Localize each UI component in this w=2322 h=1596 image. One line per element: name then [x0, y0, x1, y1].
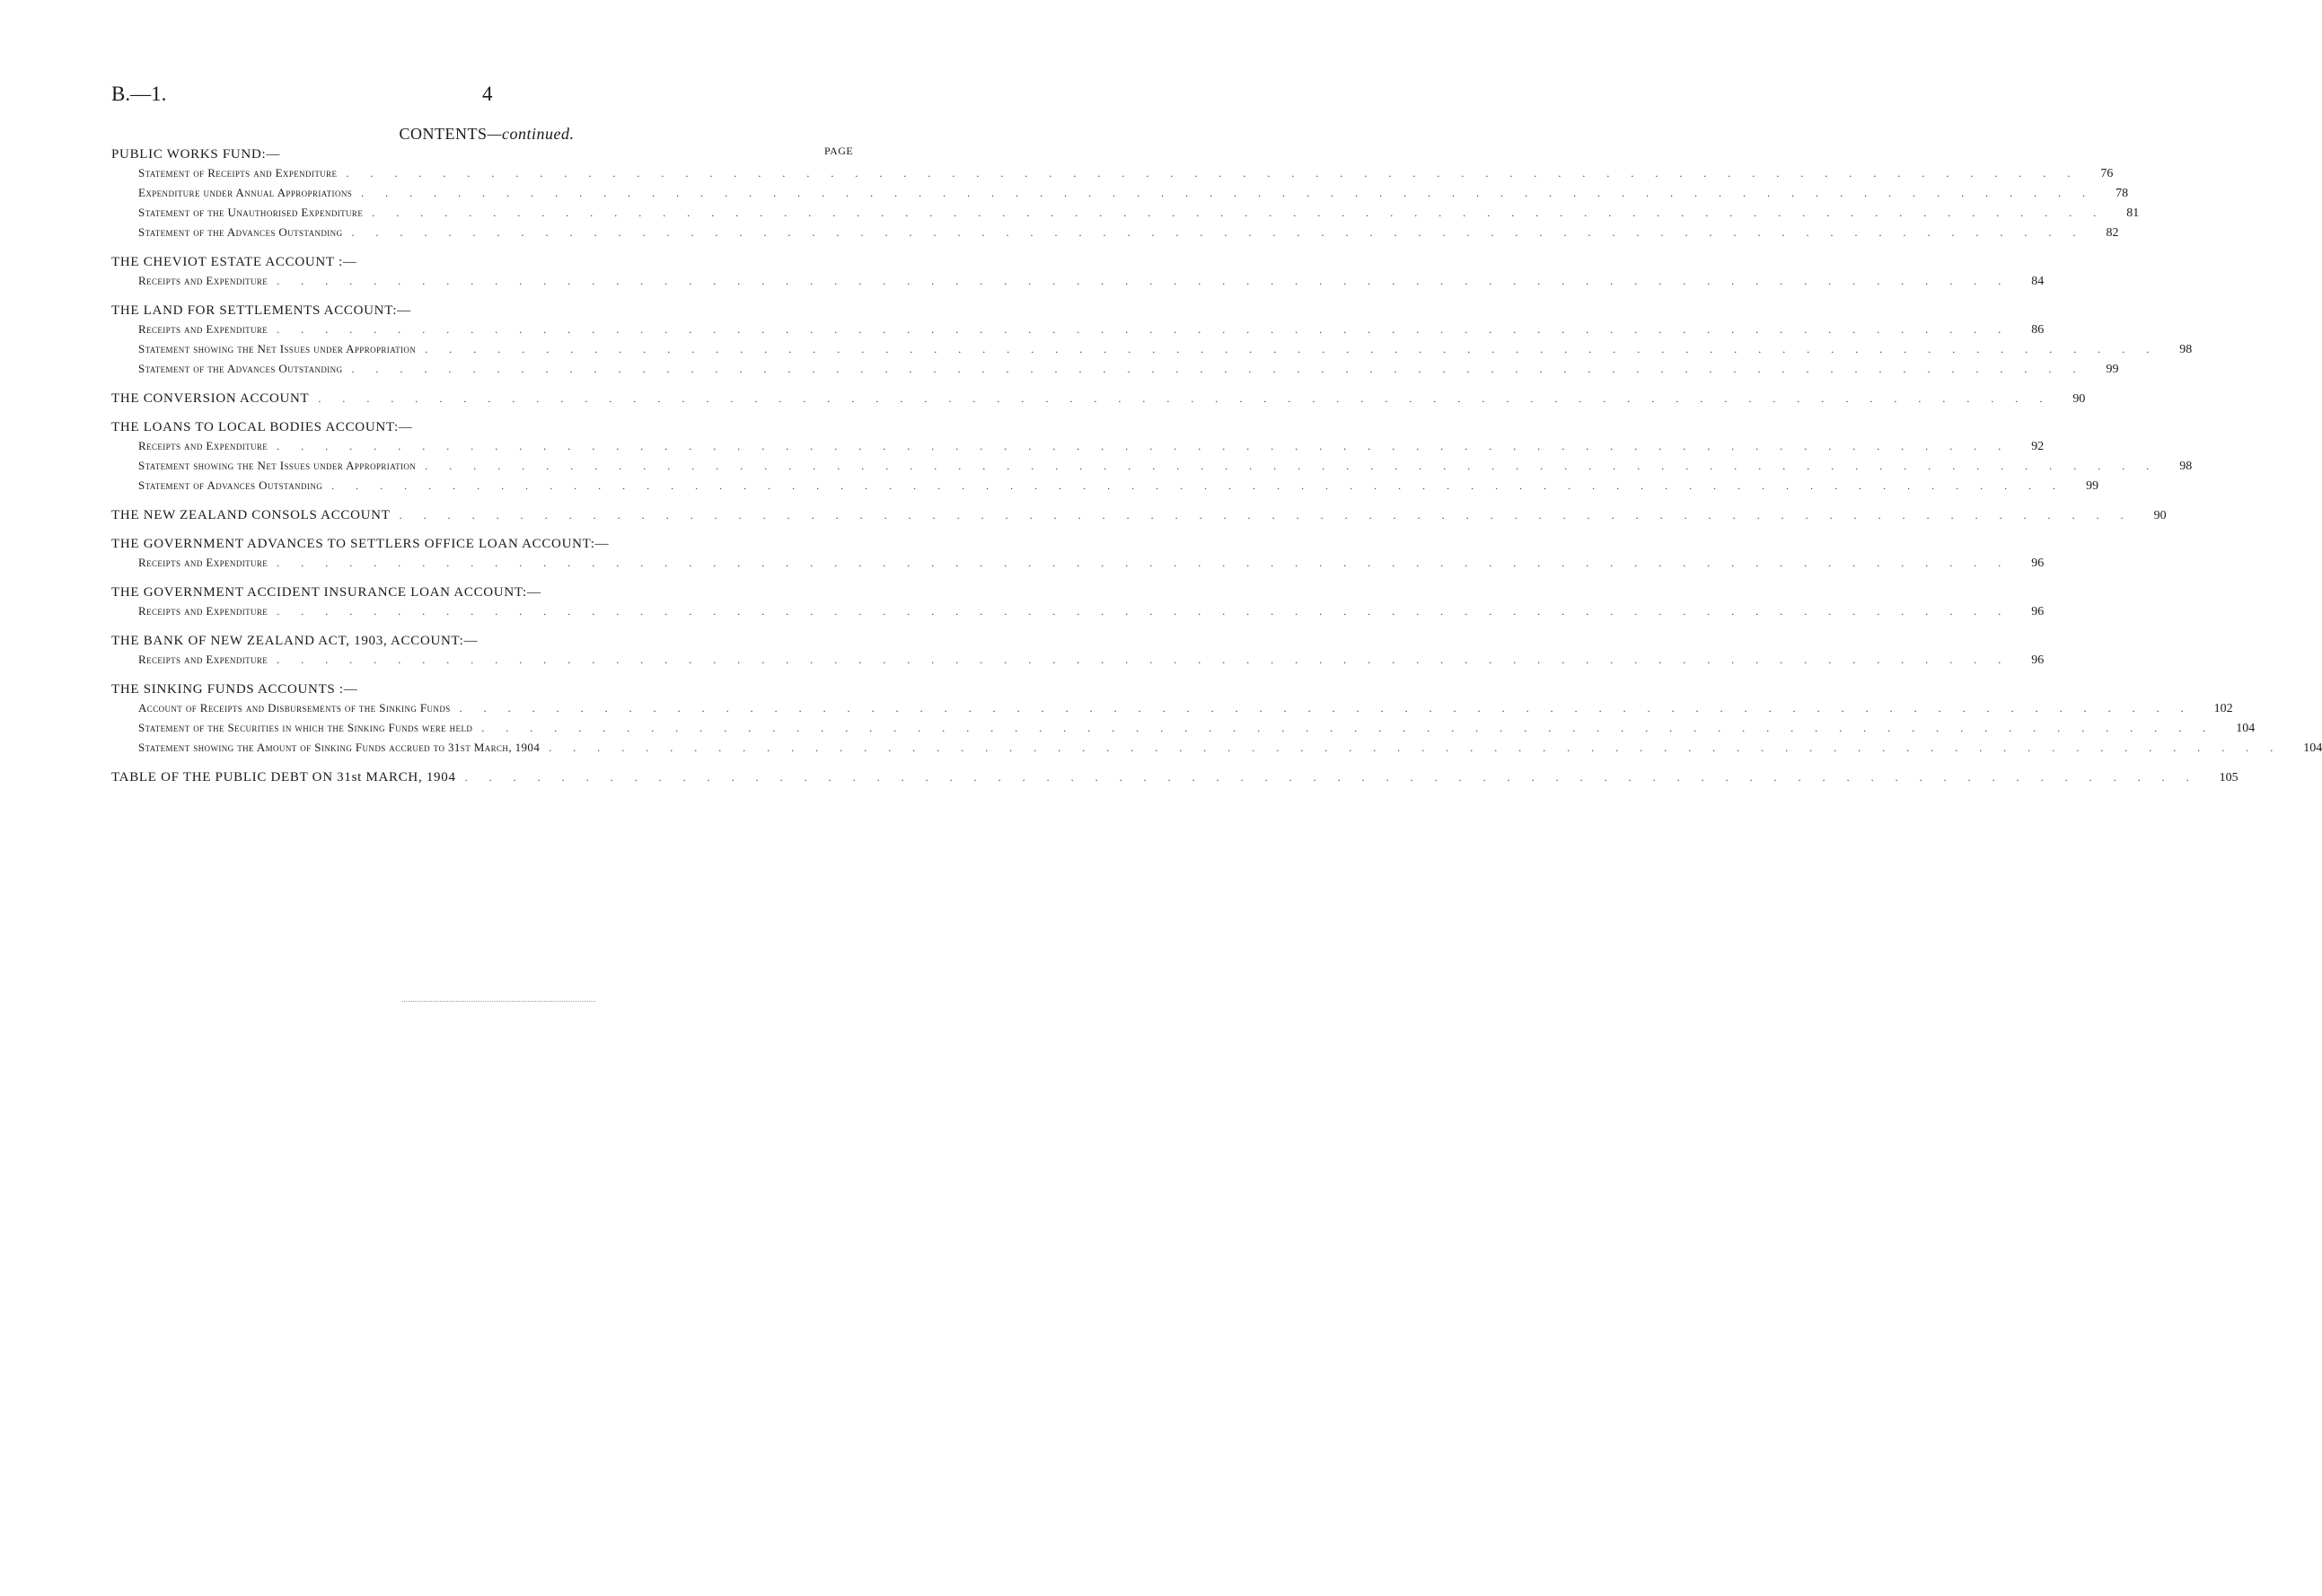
dot-leader: ........................................................................ — [372, 206, 2118, 219]
section-title — [111, 583, 858, 601]
section-title — [111, 632, 858, 650]
dot-leader: ........................................................................ — [277, 323, 2023, 336]
entry-page-number: 96 — [2031, 557, 2045, 570]
entry-label: Receipts and Expenditure — [138, 439, 268, 452]
entry-page-number: 76 — [2100, 167, 2114, 180]
entry-label: Receipts and Expenditure — [138, 274, 268, 287]
entry-label: Statement of the Securities in which the Sinking Funds were held — [138, 721, 473, 734]
section-title — [111, 302, 858, 320]
entry-page-number: 104 — [2303, 741, 2322, 755]
entry-label: Statement showing the Net Issues under Appropriation — [138, 459, 417, 472]
section-title-text: THE SINKING FUNDS ACCOUNTS :— — [111, 682, 358, 697]
document-reference: B.—1. — [111, 83, 167, 105]
toc-entry — [138, 436, 2045, 456]
dot-leader: ........................................................................ — [277, 275, 2023, 287]
section-title-text: TABLE OF THE PUBLIC DEBT ON 31st MARCH, 1904 — [111, 770, 456, 785]
toc-section — [111, 583, 2045, 621]
dot-leader: ........................................................................ — [277, 605, 2023, 618]
toc-section — [111, 680, 2322, 758]
toc-entry — [138, 223, 2119, 242]
contents-title-text: CONTENTS — [399, 125, 488, 143]
entry-label: Statement of the Advances Outstanding — [138, 362, 343, 375]
dot-leader: ........................................................................ — [331, 479, 2078, 492]
page-column-header: PAGE — [824, 145, 854, 157]
toc-entry — [138, 476, 2099, 495]
entry-page-number: 96 — [2031, 653, 2045, 667]
entry-page-number: 96 — [2031, 605, 2045, 618]
entry-page-number: 82 — [2106, 226, 2119, 240]
decorative-rule — [402, 1001, 595, 1003]
dot-leader: ........................................................................ — [425, 460, 2171, 472]
toc-section — [111, 253, 2045, 291]
entry-page-number: 81 — [2126, 206, 2140, 220]
section-title-text: THE LAND FOR SETTLEMENTS ACCOUNT:— — [111, 303, 411, 318]
toc-section — [111, 768, 2238, 786]
dot-leader: ........................................................................ — [549, 741, 2295, 754]
section-title — [111, 535, 858, 553]
toc-entry — [138, 601, 2045, 621]
section-title — [111, 253, 858, 271]
table-of-contents — [111, 145, 2322, 797]
entry-page-number: 102 — [2213, 702, 2233, 715]
entry-label: Receipts and Expenditure — [138, 653, 268, 666]
entry-page-number: 98 — [2179, 343, 2193, 356]
dot-leader: ........................................................................ — [351, 226, 2098, 239]
dot-leader: ........................................................................ — [459, 702, 2205, 715]
section-page-number: 105 — [2219, 771, 2238, 785]
toc-entry — [138, 339, 2193, 359]
section-title-text: THE GOVERNMENT ADVANCES TO SETTLERS OFFICE LOAN ACCOUNT:— — [111, 537, 610, 551]
entry-page-number: 99 — [2106, 363, 2119, 376]
section-title-text: THE CONVERSION ACCOUNT — [111, 391, 310, 406]
toc-section — [111, 390, 2086, 408]
toc-entry — [138, 183, 2129, 203]
section-title — [111, 768, 2238, 786]
toc-section — [111, 506, 2167, 524]
section-page-number: 90 — [2153, 509, 2167, 522]
dot-leader: ........................................................................ — [318, 392, 2064, 405]
dot-leader: ........................................................................ — [351, 363, 2098, 375]
toc-section — [111, 535, 2045, 573]
toc-section — [111, 632, 2045, 670]
section-title-text: THE BANK OF NEW ZEALAND ACT, 1903, ACCOUNT:— — [111, 634, 479, 648]
entry-label: Statement of Advances Outstanding — [138, 478, 323, 492]
dot-leader: ........................................................................ — [464, 771, 2211, 784]
section-title — [111, 145, 858, 163]
section-title-text: PUBLIC WORKS FUND:— — [111, 147, 281, 162]
entry-label: Statement showing the Net Issues under Appropriation — [138, 342, 417, 355]
entry-label: Receipts and Expenditure — [138, 322, 268, 336]
section-title-text: THE GOVERNMENT ACCIDENT INSURANCE LOAN ACCOUNT:— — [111, 585, 541, 600]
section-title — [111, 680, 858, 698]
entry-label: Statement of Receipts and Expenditure — [138, 166, 338, 180]
toc-entry — [138, 553, 2045, 573]
entry-page-number: 78 — [2115, 187, 2129, 200]
entry-page-number: 104 — [2236, 722, 2256, 735]
dot-leader: ........................................................................ — [481, 722, 2228, 734]
entry-page-number: 84 — [2031, 275, 2045, 288]
dot-leader: ........................................................................ — [346, 167, 2092, 180]
toc-entry — [138, 650, 2045, 670]
section-title — [111, 506, 2167, 524]
entry-page-number: 92 — [2031, 440, 2045, 453]
toc-entry — [138, 718, 2256, 738]
section-title — [111, 390, 2086, 408]
section-page-number: 90 — [2072, 392, 2086, 406]
entry-label: Statement of the Unauthorised Expenditure — [138, 206, 364, 219]
toc-entry — [138, 320, 2045, 339]
dot-leader: ........................................................................ — [425, 343, 2171, 355]
section-title — [111, 418, 858, 436]
toc-entry — [138, 698, 2233, 718]
entry-label: Receipts and Expenditure — [138, 604, 268, 618]
section-title-text: THE NEW ZEALAND CONSOLS ACCOUNT — [111, 508, 391, 522]
toc-entry — [138, 271, 2045, 291]
entry-label: Expenditure under Annual Appropriations — [138, 186, 353, 199]
dot-leader: ........................................................................ — [361, 187, 2107, 199]
dot-leader: ........................................................................ — [277, 557, 2023, 569]
toc-section — [111, 302, 2193, 379]
contents-continued: —continued. — [487, 125, 575, 143]
entry-label: Statement of the Advances Outstanding — [138, 225, 343, 239]
section-title-text: THE CHEVIOT ESTATE ACCOUNT :— — [111, 255, 357, 269]
dot-leader: ........................................................................ — [399, 509, 2145, 522]
entry-page-number: 86 — [2031, 323, 2045, 337]
entry-label: Statement showing the Amount of Sinking Funds accrued to 31st March, 1904 — [138, 741, 541, 754]
toc-entry — [138, 163, 2114, 183]
toc-entry — [138, 203, 2140, 223]
page-number: 4 — [482, 83, 493, 105]
toc-entry — [138, 359, 2119, 379]
dot-leader: ........................................................................ — [277, 653, 2023, 666]
entry-page-number: 98 — [2179, 460, 2193, 473]
section-title-text: THE LOANS TO LOCAL BODIES ACCOUNT:— — [111, 420, 413, 434]
entry-page-number: 99 — [2086, 479, 2099, 493]
toc-section — [111, 418, 2193, 495]
toc-entry — [138, 456, 2193, 476]
toc-entry — [138, 738, 2322, 758]
entry-label: Receipts and Expenditure — [138, 556, 268, 569]
toc-section — [111, 145, 2140, 242]
contents-title — [0, 125, 973, 144]
entry-label: Account of Receipts and Disbursements of the Sinking Funds — [138, 701, 451, 715]
dot-leader: ........................................................................ — [277, 440, 2023, 452]
